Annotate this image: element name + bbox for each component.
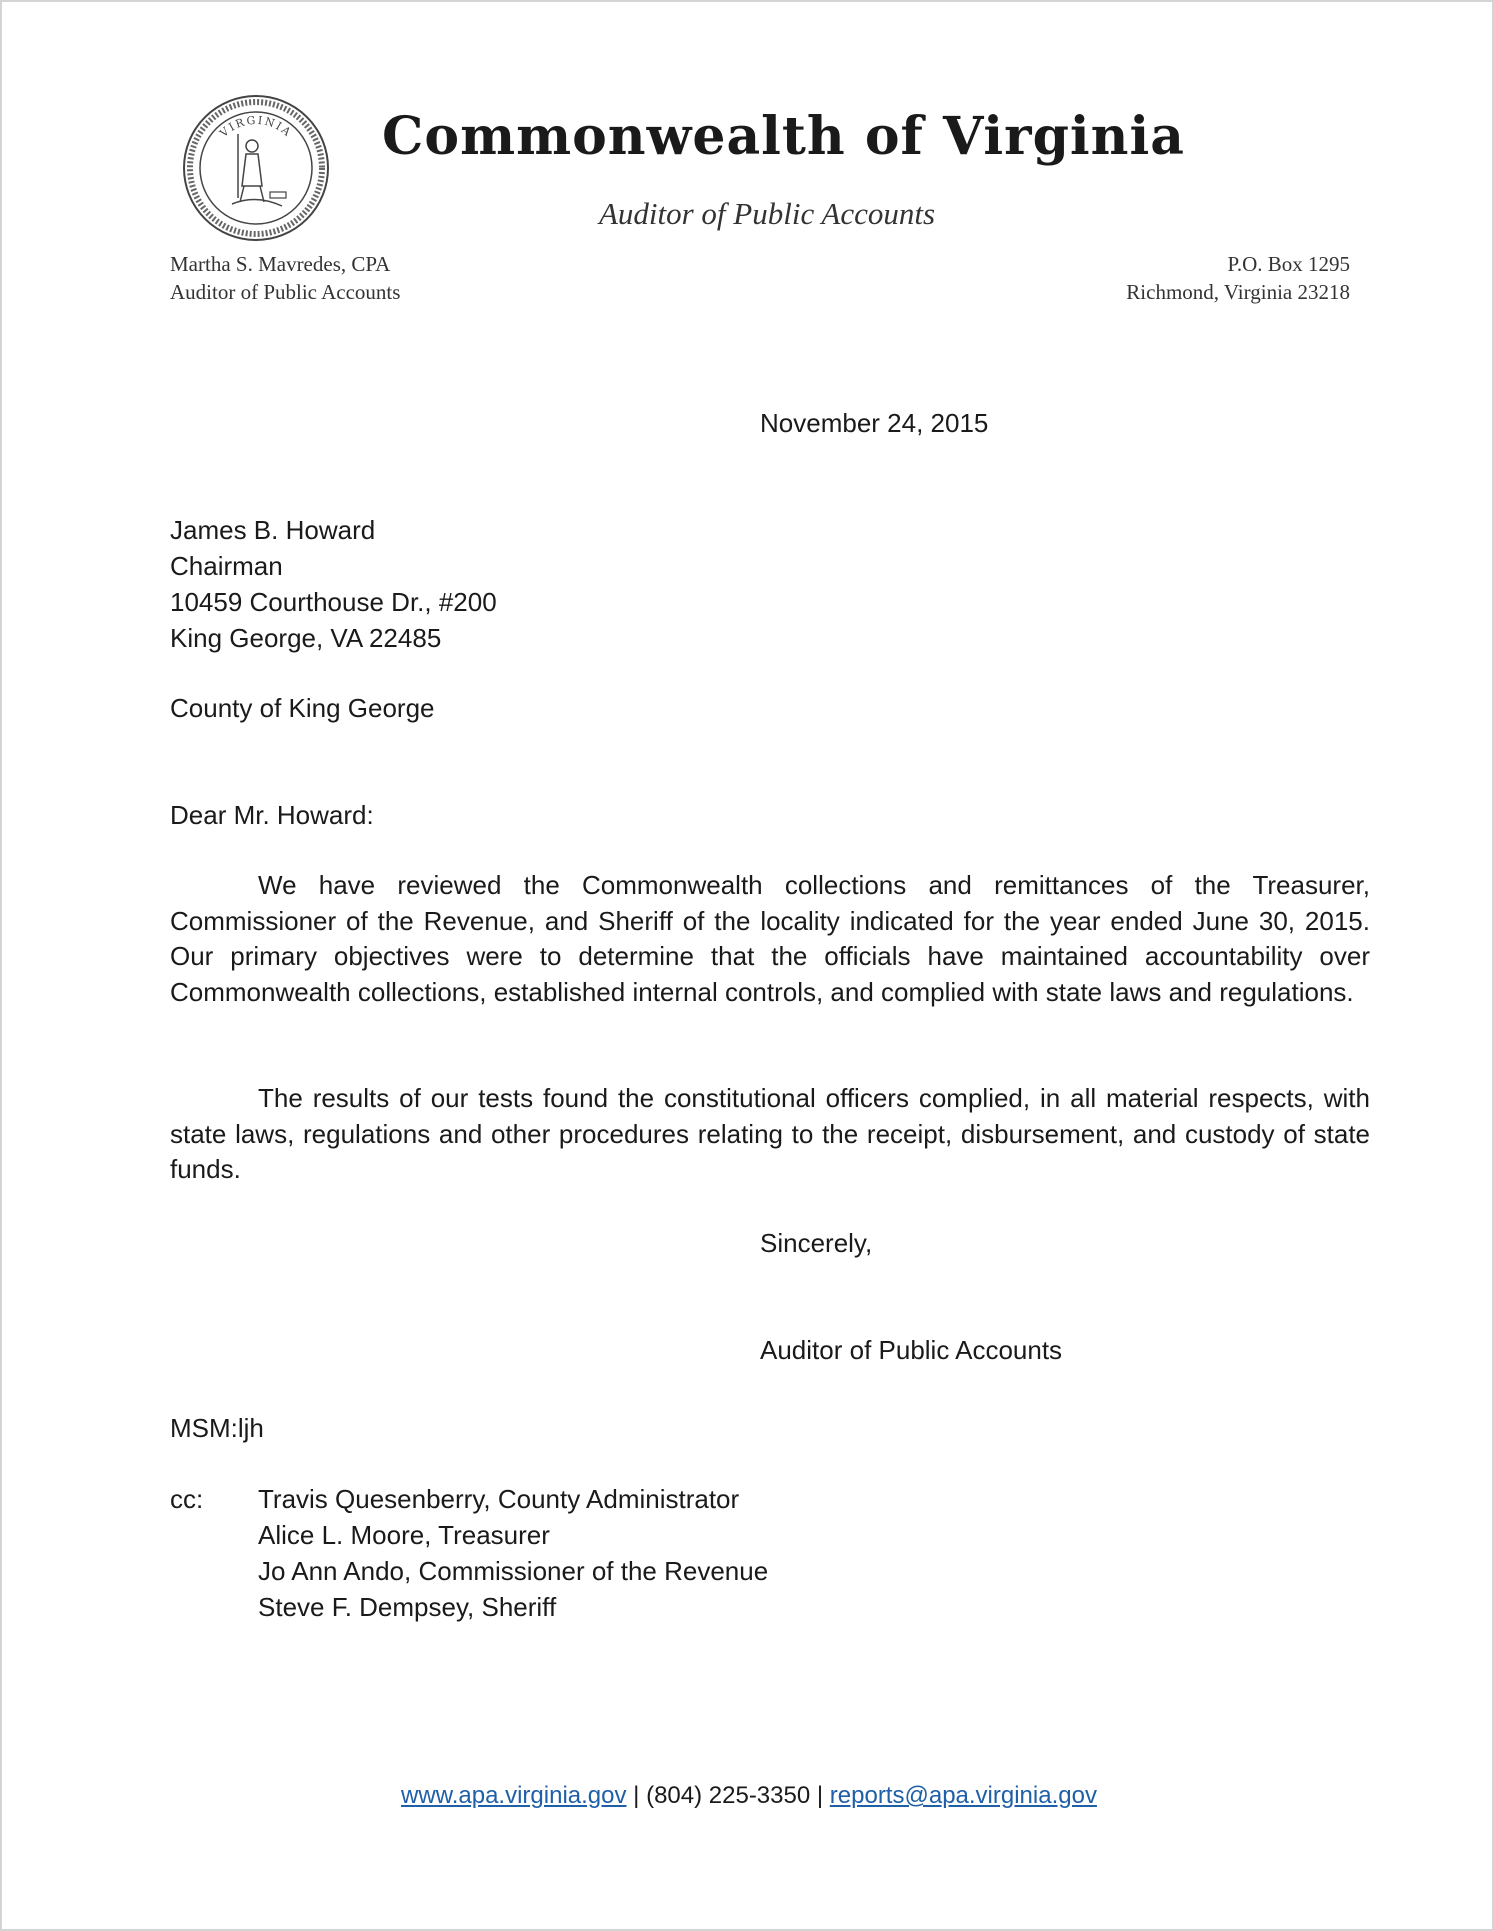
closing: Sincerely, <box>760 1228 873 1258</box>
sender-address <box>1126 250 1350 306</box>
cc-label: cc: <box>170 1484 204 1514</box>
footer <box>2 1782 1494 1810</box>
recipient-city: King George, VA 22485 <box>170 623 442 653</box>
footer-phone: (804) 225-3350 <box>646 1782 811 1809</box>
svg-text:VIRGINIA <box>217 114 295 141</box>
letterhead-title: Commonwealth of Virginia <box>382 106 1185 167</box>
seal-text: VIRGINIA <box>217 113 295 140</box>
address-line-2: Richmond, Virginia 23218 <box>1126 280 1350 304</box>
initials: MSM:ljh <box>170 1413 264 1443</box>
website-link[interactable]: www.apa.virginia.gov <box>401 1782 627 1809</box>
recipient-name: James B. Howard <box>170 515 376 545</box>
sender-name: Martha S. Mavredes, CPA <box>170 252 391 276</box>
letterhead-subtitle: Auditor of Public Accounts <box>598 196 936 231</box>
email-link[interactable]: reports@apa.virginia.gov <box>829 1782 1097 1809</box>
cc-list <box>258 1481 768 1625</box>
cc-recipient: Travis Quesenberry, County Administrator <box>258 1484 740 1514</box>
recipient-organization: County of King George <box>170 693 435 723</box>
recipient-block <box>170 512 497 656</box>
body-paragraph: We have reviewed the Commonwealth collections and remittances of the Treasurer, Commissioner of the Revenue, and Sheriff of the locality indicated for the year ended June 30, 2015. Our primary objectives were to determine that the officials have maintained accountability over Commonwealth collections, established internal controls, and complied with state laws and regulations. <box>170 870 1370 1007</box>
signature: Auditor of Public Accounts <box>760 1335 1063 1365</box>
recipient-title: Chairman <box>170 551 283 581</box>
cc-recipient: Steve F. Dempsey, Sheriff <box>258 1592 557 1622</box>
salutation: Dear Mr. Howard: <box>170 800 374 830</box>
footer-separator: | <box>633 1782 640 1809</box>
sender-block <box>170 250 400 306</box>
letter-date: November 24, 2015 <box>760 408 989 438</box>
footer-separator: | <box>816 1782 824 1809</box>
recipient-street: 10459 Courthouse Dr., #200 <box>170 587 497 617</box>
sender-title: Auditor of Public Accounts <box>170 280 401 304</box>
virginia-seal-icon <box>182 94 330 242</box>
address-line-1: P.O. Box 1295 <box>1227 252 1350 276</box>
cc-recipient: Jo Ann Ando, Commissioner of the Revenue <box>258 1556 769 1586</box>
cc-recipient: Alice L. Moore, Treasurer <box>258 1520 550 1550</box>
body-paragraph: The results of our tests found the constitutional officers complied, in all material respects, with state laws, regulations and other procedures relating to the receipt, disbursement, and custody of state funds. <box>170 1083 1370 1184</box>
